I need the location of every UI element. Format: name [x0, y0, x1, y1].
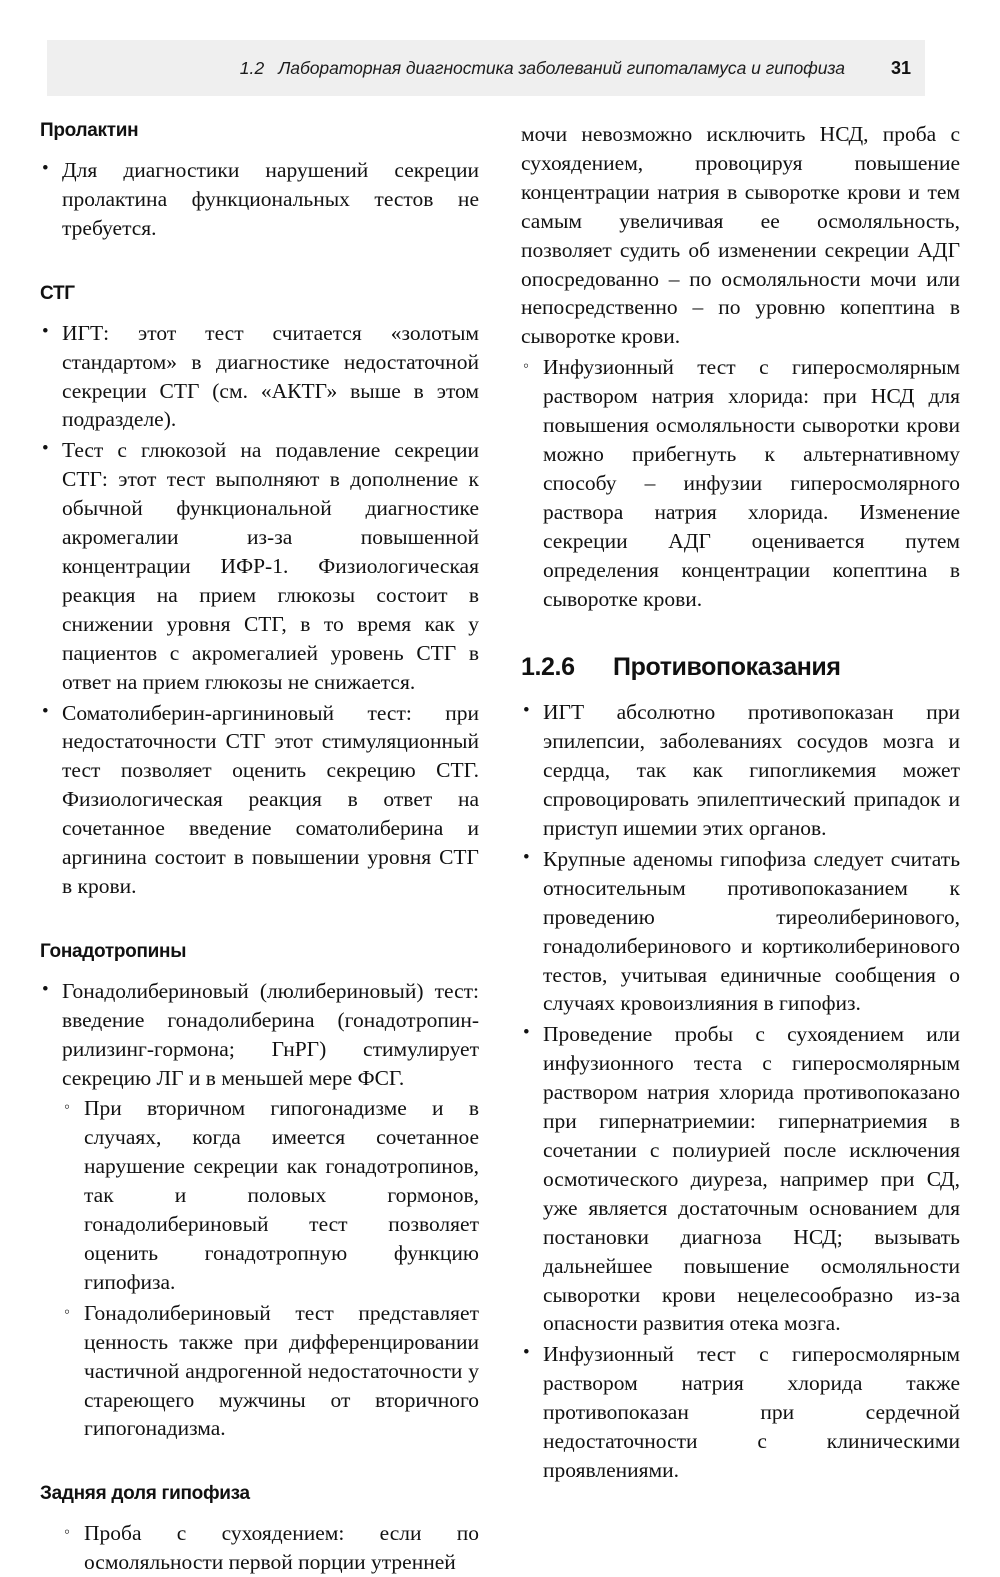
list-item: • Тест с глюкозой на подавление секреции СТГ: этот тест выполняют в дополнение к обычной функциональной диагностике акромегалии из-за повышенной концентрации ИФР-1. Физиологическая реакция на прием глюкозы состоит в снижении уровня СТГ, в то время как у пациентов с акромегалией уровень СТГ в ответ на прием глюкозы не снижается.: [40, 436, 479, 696]
heading-prolactin: Пролактин: [40, 120, 139, 141]
stg-list: [40, 319, 479, 901]
posterior-pituitary-sublist: [40, 1519, 479, 1577]
heading-gonadotropins: Гонадотропины: [40, 940, 187, 962]
gonadotropins-sublist: [40, 1094, 479, 1443]
posterior-pituitary-continuation: [521, 120, 960, 613]
list-item: ◦ Гонадолибериновый тест представляет ценность также при дифференцировании частичной андрогенной недостаточности у стареющего мужчины от вторичного гипогонадизма.: [62, 1299, 479, 1444]
left-column: [40, 120, 479, 1575]
page-running-head: [47, 40, 925, 96]
list-item: ◦ При вторичном гипогонадизме и в случаях, когда имеется сочетанное нарушение секреции как гонадотропинов, так и половых гормонов, гонадолибериновый тест позволяет оценить гонадотропную функцию гипофиза.: [62, 1094, 479, 1296]
contraindications-list: [521, 698, 960, 1484]
running-head-inner: [240, 58, 911, 79]
running-head-title: Лабораторная диагностика заболеваний гипоталамуса и гипофиза: [278, 57, 845, 78]
list-item: • Крупные аденомы гипофиза следует считать относительным противопоказанием к проведению тиреолиберинового, гонадолиберинового и кортиколиберинового тестов, учитывая единичные сообщения о случаях кровоизлияния в гипофиз.: [521, 845, 960, 1018]
heading-stg: СТГ: [40, 282, 75, 304]
page-body: [40, 120, 960, 1575]
list-item: ◦ Проба с сухоядением: если по осмоляльности первой порции утренней: [62, 1519, 479, 1577]
section-number: 1.2.6: [521, 653, 575, 682]
list-item: • Соматолиберин-аргининовый тест: при недостаточности СТГ этот стимуляционный тест позволяет оценить секрецию СТГ. Физиологическая реакция в ответ на сочетанное введение соматолиберина и аргинина состоит в повышении уровня СТГ в крови.: [40, 699, 479, 901]
list-item: • Проведение пробы с сухоядением или инфузионного теста с гиперосмолярным раствором натрия хлорида противопоказано при гипернатриемии: гипернатриемия в сочетании с полиурией после исключения осмотического диуреза, например при СД, уже является достаточным основанием для постановки диагноза НСД; вызывать дальнейшее повышение осмоляльности сыворотки крови нецелесообразно из-за опасности развития отека мозга.: [521, 1020, 960, 1338]
gonadotropins-list: [40, 977, 479, 1093]
list-item: • ИГТ абсолютно противопоказан при эпилепсии, заболеваниях сосудов мозга и сердца, так как гипогликемия может спровоцировать эпилептический припадок и приступ ишемии этих органов.: [521, 698, 960, 843]
list-item: • ИГТ: этот тест считается «золотым стандартом» в диагностике недостаточной секреции СТГ (см. «АКТГ» выше в этом подразделе).: [40, 319, 479, 435]
section-heading-1-2-6: [521, 653, 960, 682]
continuation-paragraph: мочи невозможно исключить НСД, проба с сухоядением, провоцируя повышение концентрации натрия в сыворотке крови и тем самым увеличивая ее осмоляльность, позволяет судить об изменении секреции АДГ опосредованно – по осмоляльности мочи или непосредственно – по уровню копептина в сыворотке крови.: [521, 122, 960, 349]
heading-posterior-pituitary: Задняя доля гипофиза: [40, 1483, 250, 1505]
prolactin-list: [40, 156, 479, 243]
list-item: ◦ Инфузионный тест с гиперосмолярным раствором натрия хлорида: при НСД для повышения осмоляльности сыворотки крови можно прибегнуть к альтернативному способу – инфузии гиперосмолярного раствора натрия хлорида. Изменение секреции АДГ оценивается путем определения концентрации копептина в сыворотке крови.: [521, 353, 960, 613]
list-item: • Инфузионный тест с гиперосмолярным раствором натрия хлорида также противопоказан при сердечной недостаточности с клиническими проявлениями.: [521, 1340, 960, 1485]
page-number: 31: [890, 57, 911, 78]
list-item: • Гонадолибериновый (люлибериновый) тест: введение гонадолиберина (гонадотропин-рилизинг-гормона; ГнРГ) стимулирует секрецию ЛГ и в меньшей мере ФСГ.: [40, 977, 479, 1093]
running-head-section-number: 1.2: [239, 57, 265, 78]
list-item: • Для диагностики нарушений секреции пролактина функциональных тестов не требуется.: [40, 156, 479, 243]
section-title: Противопоказания: [613, 653, 841, 682]
right-column: [521, 120, 960, 1520]
